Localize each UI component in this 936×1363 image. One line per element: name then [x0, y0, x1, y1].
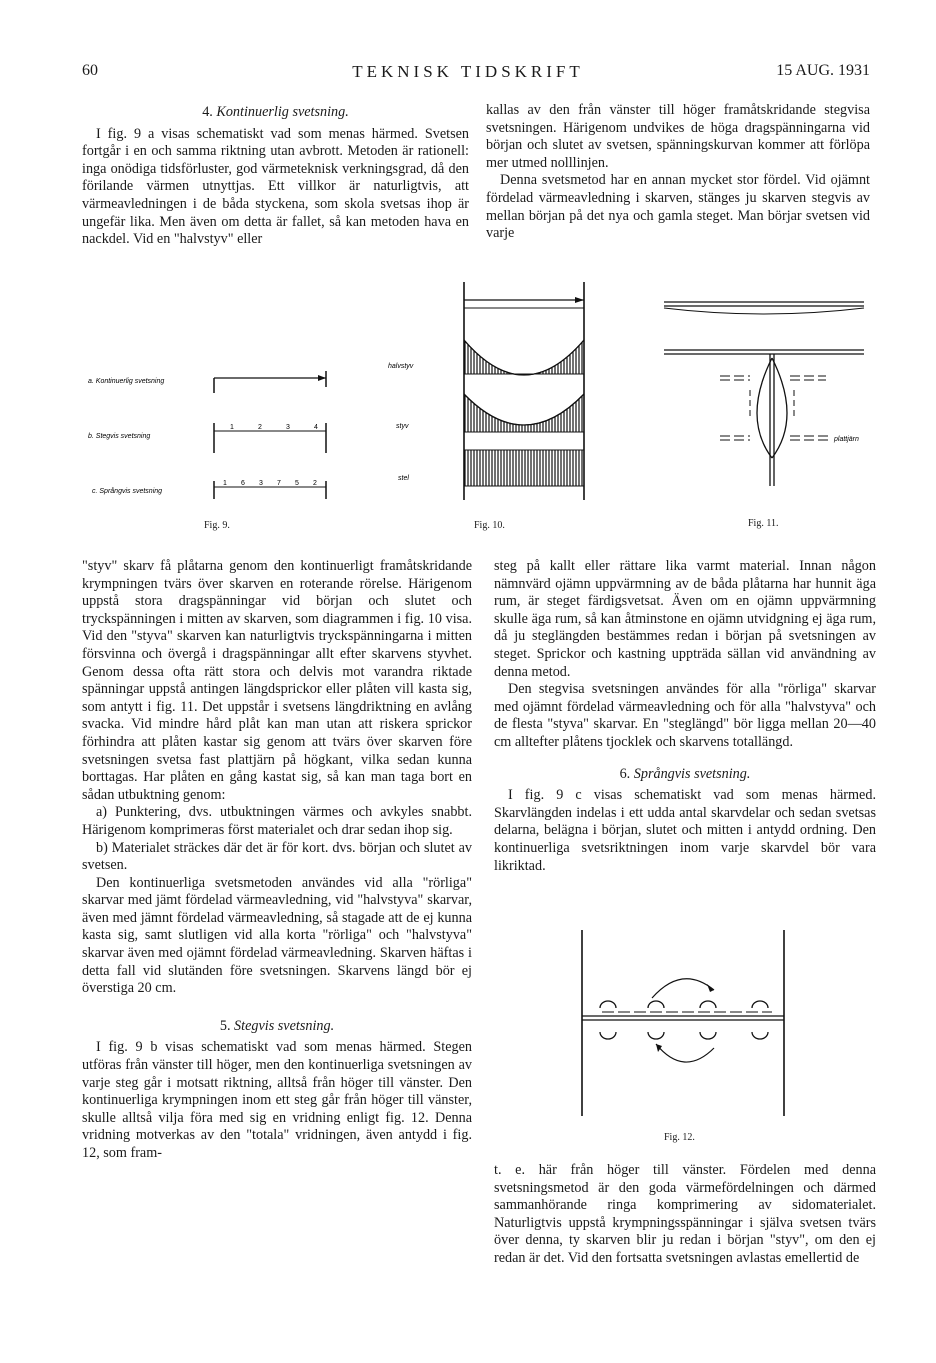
lower-right-column: [494, 558, 876, 875]
figure-10: [386, 282, 592, 504]
section-4: [82, 100, 469, 249]
fig10-label-stel: stel: [398, 475, 409, 482]
section-5-heading: 5. Stegvis svetsning.: [219, 1017, 335, 1034]
fig9-step: 1: [223, 480, 227, 487]
paragraph: a) Punktering, dvs. utbuktningen värmes och avkyles snabbt. Härigenom komprimeras först materialet och drar sedan ihop sig.: [82, 804, 472, 838]
paragraph: steg på kallt eller rättare lika varmt material. Innan någon nämnvärd ojämn uppvärmning av de båda plåtarna har hunnit äga rum, är steget färdigsvetsat. Även om en ojämn uppvärmning skulle äga rum, så kan åtminstone en ojämn utvidgning ej äga rum, då ju steglängden bestämmes redan i början på svetsningen av steget. Sprickor och kastning uppträda sällan vid användning av denna metod.: [494, 558, 876, 680]
fig9-step: 2: [313, 480, 317, 487]
fig9-caption: Fig. 9.: [204, 520, 230, 531]
page-number: 60: [82, 62, 98, 79]
fig10-caption: Fig. 10.: [474, 520, 505, 531]
paragraph: "styv" skarv få plåtarna genom den kontinuerligt framåtskridande krympningen tvärs över skarven en roterande rörelse. Härigenom uppstå stora dragspänningar vid början och slutet och tryckspänningen i mitten av skarven, som diagrammen i fig. 10 visa. Vid den "styva" skarven kan naturligtvis tryckspänningarna i mitten försvinna och övergå i dragspänningar allt efter skarvens styvhet. Genom dessa ofta rätt stora och delvis mot varandra riktade spänningar uppstå antingen längdsprickor eller plåten vill kasta sig, som antytt i fig. 11. Det uppstår i svetsens längdriktning en avlång svacka. Vid mindre hård plåt kan man utan att riskera sprickor förhindra att plåten kastar sig genom att tvärs över skarven före svetsningen svetsa fast plattjärn på högkant, vilka sedan kunna borttagas. Har plåten en gång kastat sig, så kan man taga bort en sådan utbuktning genom:: [82, 558, 472, 803]
journal-title: TEKNISK TIDSKRIFT: [352, 62, 584, 81]
fig9-step: 3: [286, 424, 290, 431]
fig9-step: 3: [259, 480, 263, 487]
fig9-step: 2: [258, 424, 262, 431]
fig9-step: 7: [277, 480, 281, 487]
paragraph: b) Materialet sträckes där det är för kort. dvs. början och slutet av svetsen.: [82, 839, 472, 874]
fig11-label-plattjarn: plattjärn: [834, 436, 859, 443]
paragraph: Denna svetsmetod har en annan mycket stor fördel. Vid ojämnt fördelad värmeavledning i skarven, stänges ju skarven stegvis av mellan början på det nya och gamla steget. Man börjar svetsen vid varje: [486, 172, 870, 242]
paragraph: Den kontinuerliga svetsmetoden användes vid alla "rörliga" skarvar med jämt fördelad värmeavledning, vid "halvstyva" skarvar, även med jämnt fördelad värmeavledning, så stagade att de ej kunna kasta sig, samt slutligen vid alla korta "rörliga" och "halvstyva" skarvar även med ojämnt fördelad värmeavledning. Skarven häftas i detta fall vid slutänden före svetsningen. Skarvens längd bör ej överstiga 20 cm.: [82, 874, 472, 997]
fig9-label-a: a. Kontinuerlig svetsning: [88, 378, 165, 385]
figure-9: [82, 355, 382, 515]
figure-11: [650, 290, 870, 502]
fig9-label-b: b. Stegvis svetsning: [88, 433, 151, 440]
fig9-step: 4: [314, 424, 318, 431]
fig9-label-c: c. Språngvis svetsning: [92, 488, 163, 495]
issue-date: 15 AUG. 1931: [776, 62, 870, 79]
paragraph: Den stegvisa svetsningen användes för alla "rörliga" skarvar med ojämnt fördelad värmeavledning och för alla "halvstyva" och de flesta "styva" skarvar. En "steglängd" bör ligga mellan 20—40 cm alltefter plåtens tjocklek och skarvens totallängd.: [494, 681, 876, 750]
fig9-step: 5: [295, 480, 299, 487]
fig10-label-styv: styv: [396, 423, 409, 430]
paragraph: I fig. 9 c visas schematiskt vad som menas härmed. Skarvlängden indelas i ett udda antal skarvdelar och sedan svetsas delarna, belägna i början, slutet och mitten i antydd ordning. Den kontinuerliga svetsriktningen inom varje skarvdel bör vara likriktad.: [494, 787, 876, 874]
paragraph: kallas av den från vänster till höger framåtskridande stegvisa svetsningen. Härigenom undvikes de höga dragspänningarna vid början och slutet av svetsen, spänningskurvan kommer att förlöpa mer utmed nolllinjen.: [486, 102, 870, 171]
paragraph: t. e. här från höger till vänster. Fördelen med denna svetsningsmetod är den goda värmefördelningen och därmed sammanhörande ringa komprimering av sidomaterialet. Naturligtvis uppstå krympningsspänningar i själva svetsen tvärs över denna, ty skarven blir ju redan i början "styv", om den ej redan är det. Vid den fortsatta svetsningen avlastas emellertid de: [494, 1162, 876, 1266]
section-6-heading: 6. Språngvis svetsning.: [619, 765, 751, 782]
paragraph: I fig. 9 a visas schematiskt vad som menas härmed. Svetsen fortgår i en och samma riktning utan avbrott. Metoden är rationell: inga onödiga tidsförluster, god värmeteknisk verkningsgrad, då den förilande värmen utnyttjas. Ett villkor är naturligtvis, att värmeavledningen i de båda styckena, som skola svetsas ihop är ungefär lika. Men även om detta är fallet, så kan metoden hava en nackdel. Vid en "halvstyv" eller: [82, 125, 469, 248]
paragraph: I fig. 9 b visas schematiskt vad som menas härmed. Stegen utföras från vänster till höger, men den kontinuerliga svetsningen av varje steg går i motsatt riktning, alltså från höger till vänster. Den kontinuerliga krympningen inom ett steg går från höger till vänster, skulle alltså vilja föra med sig en vridning enligt fig. 12. Denna vridning motverkas av den "totala" vridningen, även antydd i fig. 12, som fram-: [82, 1039, 472, 1161]
section-4-heading: 4. Kontinuerlig svetsning.: [202, 104, 349, 120]
top-right-column: [486, 102, 870, 243]
figure-12: [572, 920, 798, 1118]
bottom-right-column: [494, 1162, 876, 1268]
fig9-step: 1: [230, 424, 234, 431]
lower-left-column: [82, 558, 472, 1163]
fig10-label-halvstyv: halvstyv: [388, 363, 414, 370]
fig12-caption: Fig. 12.: [664, 1132, 695, 1143]
fig9-step: 6: [241, 480, 245, 487]
fig11-caption: Fig. 11.: [748, 518, 779, 529]
